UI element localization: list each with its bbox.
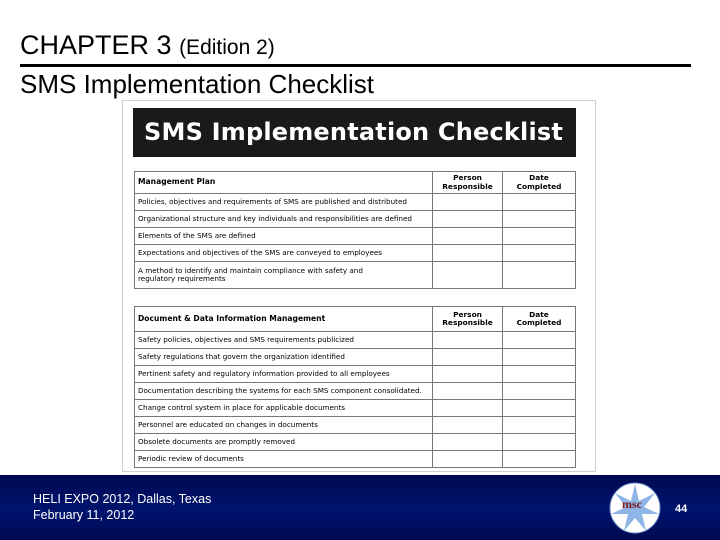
row-label: Safety policies, objectives and SMS requirements publicized xyxy=(135,332,433,349)
date-cell[interactable] xyxy=(503,417,576,434)
date-cell[interactable] xyxy=(503,245,576,262)
chapter-title-text: CHAPTER 3 xyxy=(20,30,172,60)
section-heading: Management Plan xyxy=(135,172,433,194)
table-header-row xyxy=(135,172,576,194)
table-row xyxy=(135,245,576,262)
date-cell[interactable] xyxy=(503,400,576,417)
msc-logo-icon xyxy=(608,481,662,535)
row-label: Obsolete documents are promptly removed xyxy=(135,434,433,451)
row-label: Organizational structure and key individuals and responsibilities are defined xyxy=(135,211,433,228)
row-label: Policies, objectives and requirements of SMS are published and distributed xyxy=(135,194,433,211)
table-row xyxy=(135,194,576,211)
document-data-management-table xyxy=(134,306,576,468)
date-cell[interactable] xyxy=(503,332,576,349)
column-header-person: Person Responsible xyxy=(433,307,503,332)
slide-subtitle: SMS Implementation Checklist xyxy=(20,69,375,99)
row-label: Personnel are educated on changes in documents xyxy=(135,417,433,434)
row-label: Safety regulations that govern the organization identified xyxy=(135,349,433,366)
person-cell[interactable] xyxy=(433,400,503,417)
table-row xyxy=(135,434,576,451)
date-cell[interactable] xyxy=(503,194,576,211)
person-cell[interactable] xyxy=(433,245,503,262)
column-header-person: Person Responsible xyxy=(433,172,503,194)
table-row xyxy=(135,451,576,468)
person-cell[interactable] xyxy=(433,383,503,400)
date-cell[interactable] xyxy=(503,262,576,289)
table-row xyxy=(135,417,576,434)
row-label: Pertinent safety and regulatory information provided to all employees xyxy=(135,366,433,383)
person-cell[interactable] xyxy=(433,211,503,228)
date-cell[interactable] xyxy=(503,211,576,228)
title-divider xyxy=(20,64,691,67)
date-cell[interactable] xyxy=(503,366,576,383)
footer-date-line: February 11, 2012 xyxy=(33,508,135,522)
date-cell[interactable] xyxy=(503,228,576,245)
table-row xyxy=(135,349,576,366)
table-row xyxy=(135,383,576,400)
row-label: Documentation describing the systems for each SMS component consolidated. xyxy=(135,383,433,400)
table-row xyxy=(135,262,576,289)
table-row xyxy=(135,366,576,383)
row-label: Elements of the SMS are defined xyxy=(135,228,433,245)
person-cell[interactable] xyxy=(433,366,503,383)
row-label: Expectations and objectives of the SMS are conveyed to employees xyxy=(135,245,433,262)
person-cell[interactable] xyxy=(433,262,503,289)
person-cell[interactable] xyxy=(433,194,503,211)
person-cell[interactable] xyxy=(433,434,503,451)
logo-text: msc xyxy=(622,497,642,511)
date-cell[interactable] xyxy=(503,383,576,400)
table-row xyxy=(135,400,576,417)
table-row xyxy=(135,211,576,228)
column-header-date: Date Completed xyxy=(503,307,576,332)
footer-event-line: HELI EXPO 2012, Dallas, Texas xyxy=(33,492,212,506)
checklist-header: SMS Implementation Checklist xyxy=(133,108,576,157)
row-label: A method to identify and maintain compliance with safety and regulatory requirements xyxy=(135,262,433,289)
date-cell[interactable] xyxy=(503,451,576,468)
person-cell[interactable] xyxy=(433,332,503,349)
table-row xyxy=(135,332,576,349)
row-label: Change control system in place for applicable documents xyxy=(135,400,433,417)
person-cell[interactable] xyxy=(433,417,503,434)
column-header-date: Date Completed xyxy=(503,172,576,194)
checklist-document xyxy=(122,100,596,472)
date-cell[interactable] xyxy=(503,434,576,451)
section-heading: Document & Data Information Management xyxy=(135,307,433,332)
person-cell[interactable] xyxy=(433,451,503,468)
person-cell[interactable] xyxy=(433,349,503,366)
page-number: 44 xyxy=(675,503,688,515)
management-plan-table xyxy=(134,171,576,289)
edition-label: (Edition 2) xyxy=(179,36,275,59)
chapter-title xyxy=(20,30,275,61)
person-cell[interactable] xyxy=(433,228,503,245)
table-header-row xyxy=(135,307,576,332)
date-cell[interactable] xyxy=(503,349,576,366)
row-label: Periodic review of documents xyxy=(135,451,433,468)
table-row xyxy=(135,228,576,245)
